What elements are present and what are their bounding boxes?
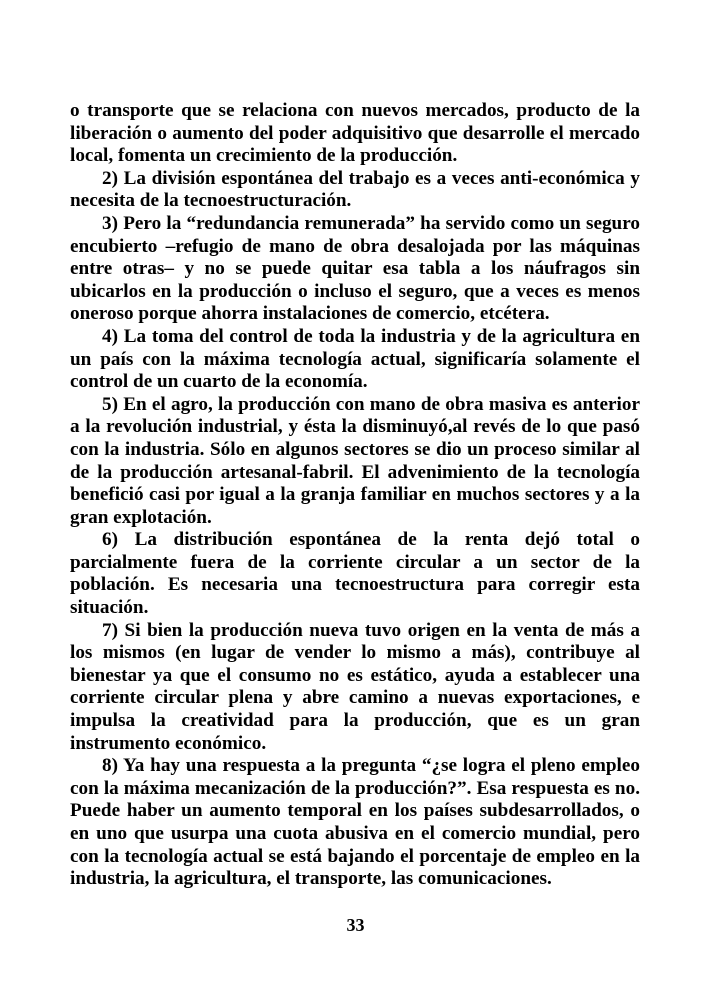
page-body (70, 100, 640, 891)
page-number: 33 (346, 915, 365, 935)
paragraph-item-3: 3) Pero la “redundancia remunerada” ha servido como un seguro encubierto –refugio de mano de obra desalojada por las máquinas entre otras– y no se puede quitar esa tabla a los náufragos sin ubicarlos en la producción o incluso el seguro, que a veces es menos oneroso porque ahorra instalaciones de comercio, etcétera. (70, 212, 640, 325)
paragraph-item-6: 6) La distribución espontánea de la renta dejó total o parcialmente fuera de la corriente circular a un sector de la población. Es necesaria una tecnoestructura para corregir esta situación. (70, 529, 640, 619)
paragraph-continuation: o transporte que se relaciona con nuevos mercados, producto de la liberación o aumento del poder adquisitivo que desarrolle el mercado local, fomenta un crecimiento de la producción. (70, 100, 640, 167)
paragraph-item-4: 4) La toma del control de toda la industria y de la agricultura en un país con la máxima tecnología actual, significaría solamente el control de un cuarto de la economía. (70, 325, 640, 393)
paragraph-item-7: 7) Si bien la producción nueva tuvo origen en la venta de más a los mismos (en lugar de vender lo mismo a más), contribuye al bienestar ya que el consumo no es estático, ayuda a establecer una corriente circular plena y abre camino a nuevas exportaciones, e impulsa la creatividad para la producción, que es un gran instrumento económico. (70, 619, 640, 754)
paragraph-item-8: 8) Ya hay una respuesta a la pregunta “¿se logra el pleno empleo con la máxima mecanización de la producción?”. Esa respuesta es no. Puede haber un aumento temporal en los países subdesarrollados, o en uno que usurpa una cuota abusiva en el comercio mundial, pero con la tecnología actual se está bajando el porcentaje de empleo en la industria, la agricultura, el transporte, las comunicaciones. (70, 755, 640, 890)
paragraph-item-5: 5) En el agro, la producción con mano de obra masiva es anterior a la revolución industrial, y ésta la disminuyó,al revés de lo que pasó con la industria. Sólo en algunos sectores se dio un proceso similar al de la producción artesanal-fabril. El advenimiento de la tecnología benefició casi por igual a la granja familiar en muchos sectores y a la gran explotación. (70, 393, 640, 528)
paragraph-item-2: 2) La división espontánea del trabajo es a veces anti-económica y necesita de la tecnoestructuración. (70, 167, 640, 212)
